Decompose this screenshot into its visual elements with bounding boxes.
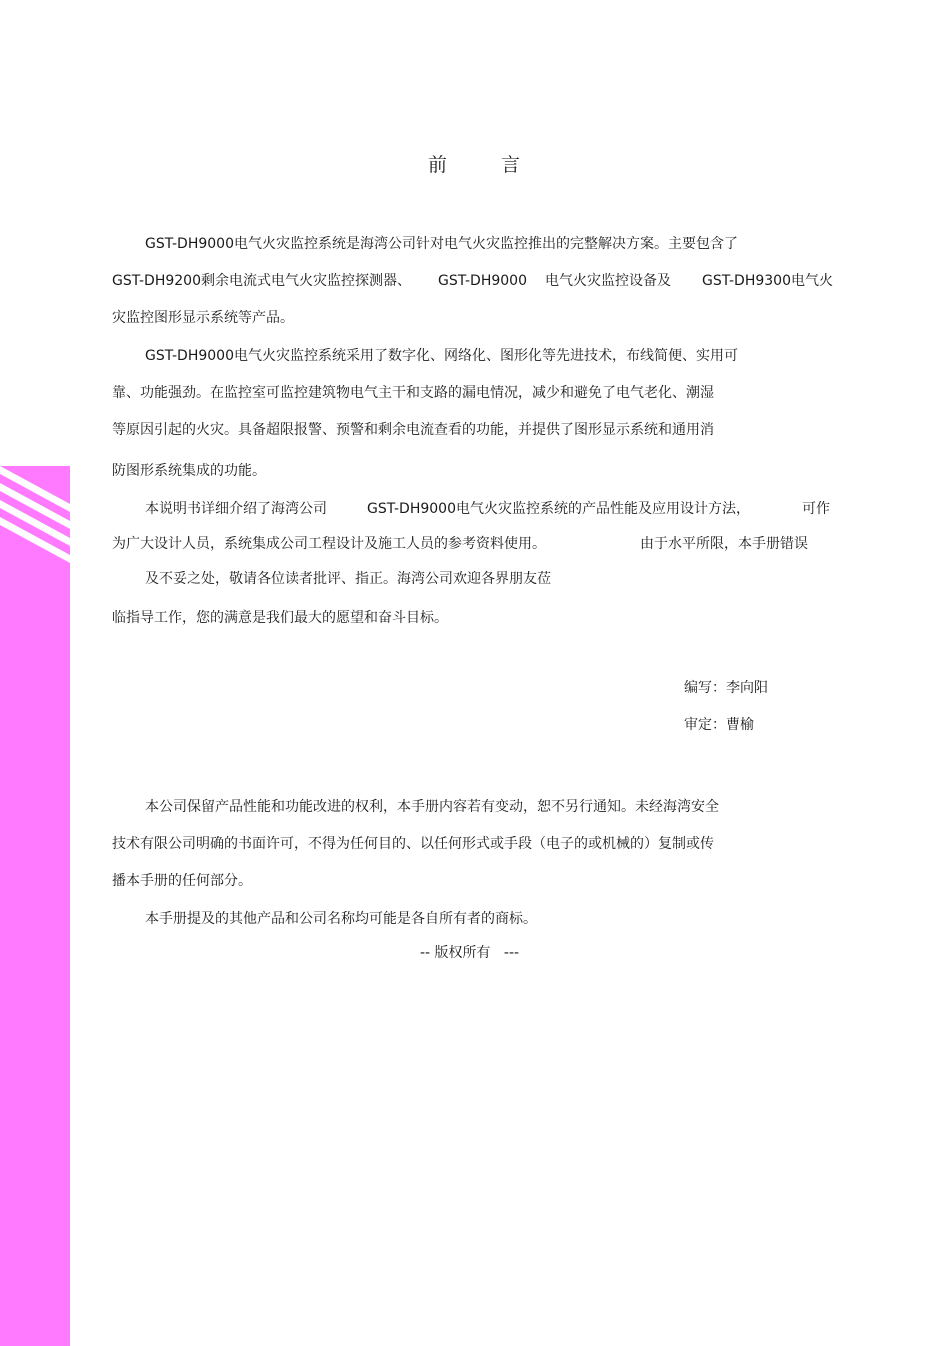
- manual-line-1a: 本说明书详细介绍了海湾公司: [145, 501, 327, 517]
- intro-line-2a: GST-DH9200剩余电流式电气火灾监控探测器、: [112, 273, 411, 289]
- copyright-notice: -- 版权所有 ---: [420, 945, 520, 961]
- features-line-4: 防图形系统集成的功能。: [112, 463, 266, 479]
- page-title: [0, 150, 950, 177]
- intro-line-2b: GST-DH9000: [438, 273, 527, 289]
- manual-line-2a: 为广大设计人员，系统集成公司工程设计及施工人员的参考资料使用。: [112, 536, 546, 552]
- side-bar-fill: [0, 466, 70, 1346]
- intro-line-1: GST-DH9000电气火灾监控系统是海湾公司针对电气火灾监控推出的完整解决方案。主要包含了: [145, 236, 738, 252]
- features-line-1: GST-DH9000电气火灾监控系统采用了数字化、网络化、图形化等先进技术，布线简便、实用可: [145, 348, 738, 364]
- rights-line-2: 技术有限公司明确的书面许可，不得为任何目的、以任何形式或手段（电子的或机械的）复制或传: [112, 836, 714, 852]
- decorative-side-bar: [0, 466, 70, 1346]
- manual-line-1c: 可作: [802, 501, 830, 517]
- rights-line-3: 播本手册的任何部分。: [112, 873, 252, 889]
- manual-line-4: 临指导工作，您的满意是我们最大的愿望和奋斗目标。: [112, 610, 448, 626]
- features-line-2: 靠、功能强劲。在监控室可监控建筑物电气主干和支路的漏电情况，减少和避免了电气老化、潮湿: [112, 385, 714, 401]
- title-char-1: 前: [427, 154, 449, 176]
- trademark-note: 本手册提及的其他产品和公司名称均可能是各自所有者的商标。: [145, 911, 537, 927]
- manual-line-2b: 由于水平所限，本手册错误: [640, 536, 808, 552]
- intro-line-2c: 电气火灾监控设备及: [545, 273, 671, 289]
- intro-line-2d: GST-DH9300电气火: [702, 273, 833, 289]
- credit-reviewer: 审定：曹榆: [684, 717, 754, 733]
- title-char-2: 言: [501, 154, 523, 176]
- rights-line-1: 本公司保留产品性能和功能改进的权利，本手册内容若有变动，恕不另行通知。未经海湾安全: [145, 799, 719, 815]
- features-line-3: 等原因引起的火灾。具备超限报警、预警和剩余电流查看的功能，并提供了图形显示系统和通用消: [112, 422, 714, 438]
- intro-line-3: 灾监控图形显示系统等产品。: [112, 310, 294, 326]
- manual-line-1b: GST-DH9000电气火灾监控系统的产品性能及应用设计方法，: [367, 501, 750, 517]
- credit-writer: 编写：李向阳: [684, 680, 768, 696]
- manual-line-3: 及不妥之处，敬请各位读者批评、指正。海湾公司欢迎各界朋友莅: [145, 571, 551, 587]
